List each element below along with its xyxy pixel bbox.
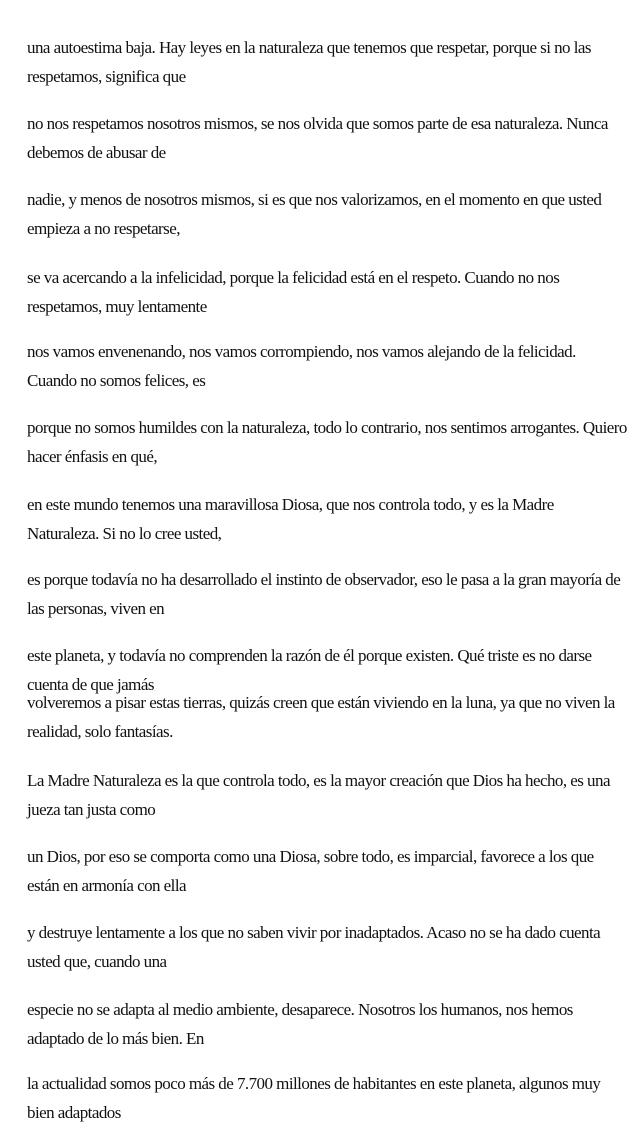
paragraph: este planeta, y todavía no comprenden la razón de él porque existen. Qué triste es no darse cuenta de que jamás [27, 646, 592, 694]
paragraph: se va acercando a la infelicidad, porque la felicidad está en el respeto. Cuando no nos respetamos, muy lentamente [27, 268, 560, 316]
paragraph: un Dios, por eso se comporta como una Diosa, sobre todo, es imparcial, favorece a los que están en armonía con ella [27, 847, 594, 895]
paragraph: no nos respetamos nosotros mismos, se nos olvida que somos parte de esa naturaleza. Nunca debemos de abusar de [27, 114, 608, 162]
paragraph: la actualidad somos poco más de 7.700 millones de habitantes en este planeta, algunos muy bien adaptados [27, 1074, 601, 1122]
paragraph: una autoestima baja. Hay leyes en la naturaleza que tenemos que respetar, porque si no las respetamos, significa que [27, 38, 591, 86]
paragraph: nos vamos envenenando, nos vamos corrompiendo, nos vamos alejando de la felicidad. Cuando no somos felices, es [27, 342, 576, 390]
paragraph: en este mundo tenemos una maravillosa Diosa, que nos controla todo, y es la Madre Naturaleza. Si no lo cree usted, [27, 495, 554, 543]
paragraph: es porque todavía no ha desarrollado el instinto de observador, eso le pasa a la gran mayoría de las personas, viven en [27, 570, 621, 618]
paragraph: especie no se adapta al medio ambiente, desaparece. Nosotros los humanos, nos hemos adaptado de lo más bien. En [27, 1000, 573, 1048]
paragraph: y destruye lentamente a los que no saben vivir por inadaptados. Acaso no se ha dado cuenta usted que, cuando una [27, 923, 601, 971]
paragraph: porque no somos humildes con la naturaleza, todo lo contrario, nos sentimos arrogantes. Quiero hacer énfasis en qué, [27, 418, 627, 466]
paragraph: volveremos a pisar estas tierras, quizás creen que están viviendo en la luna, ya que no viven la realidad, solo fantasías. [27, 693, 615, 741]
paragraph: La Madre Naturaleza es la que controla todo, es la mayor creación que Dios ha hecho, es una jueza tan justa como [27, 771, 610, 819]
paragraph: nadie, y menos de nosotros mismos, si es que nos valorizamos, en el momento en que usted empieza a no respetarse, [27, 190, 602, 238]
